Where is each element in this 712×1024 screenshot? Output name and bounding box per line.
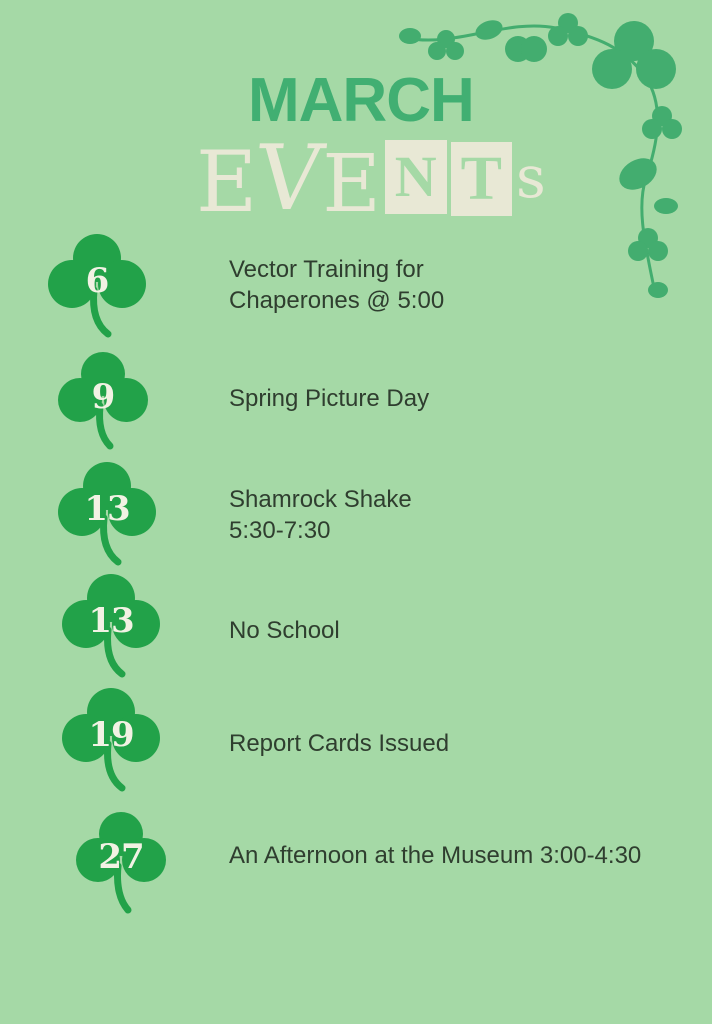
title-month: MARCH: [248, 66, 474, 135]
events-letter: s: [515, 143, 546, 211]
event-day: 27: [98, 837, 144, 877]
events-letter: E: [196, 133, 258, 231]
events-letter: V: [251, 126, 328, 231]
event-title: Report Cards Issued: [229, 730, 450, 757]
events-letter: E: [322, 137, 381, 230]
event-title: Spring Picture Day: [229, 385, 430, 412]
event-title: No School: [229, 617, 340, 644]
events-letter: T: [451, 142, 512, 216]
events-letter: N: [385, 140, 447, 214]
shamrock-icon: [56, 570, 166, 680]
event-day: 9: [91, 377, 115, 417]
shamrock-icon: [42, 230, 152, 340]
event-title: An Afternoon at the Museum 3:00-4:30: [229, 842, 642, 869]
shamrock-icon: [52, 458, 162, 568]
shamrock-icon: [56, 684, 166, 794]
event-day: 19: [88, 715, 134, 755]
shamrock-icon: [48, 346, 158, 456]
event-day: 6: [85, 261, 109, 301]
event-title: Shamrock Shake 5:30-7:30: [229, 486, 412, 544]
event-day: 13: [88, 601, 134, 641]
shamrock-icon: [66, 806, 176, 916]
event-title: Vector Training for Chaperones @ 5:00: [229, 256, 445, 314]
event-day: 13: [84, 489, 130, 529]
title-events: [196, 124, 552, 231]
